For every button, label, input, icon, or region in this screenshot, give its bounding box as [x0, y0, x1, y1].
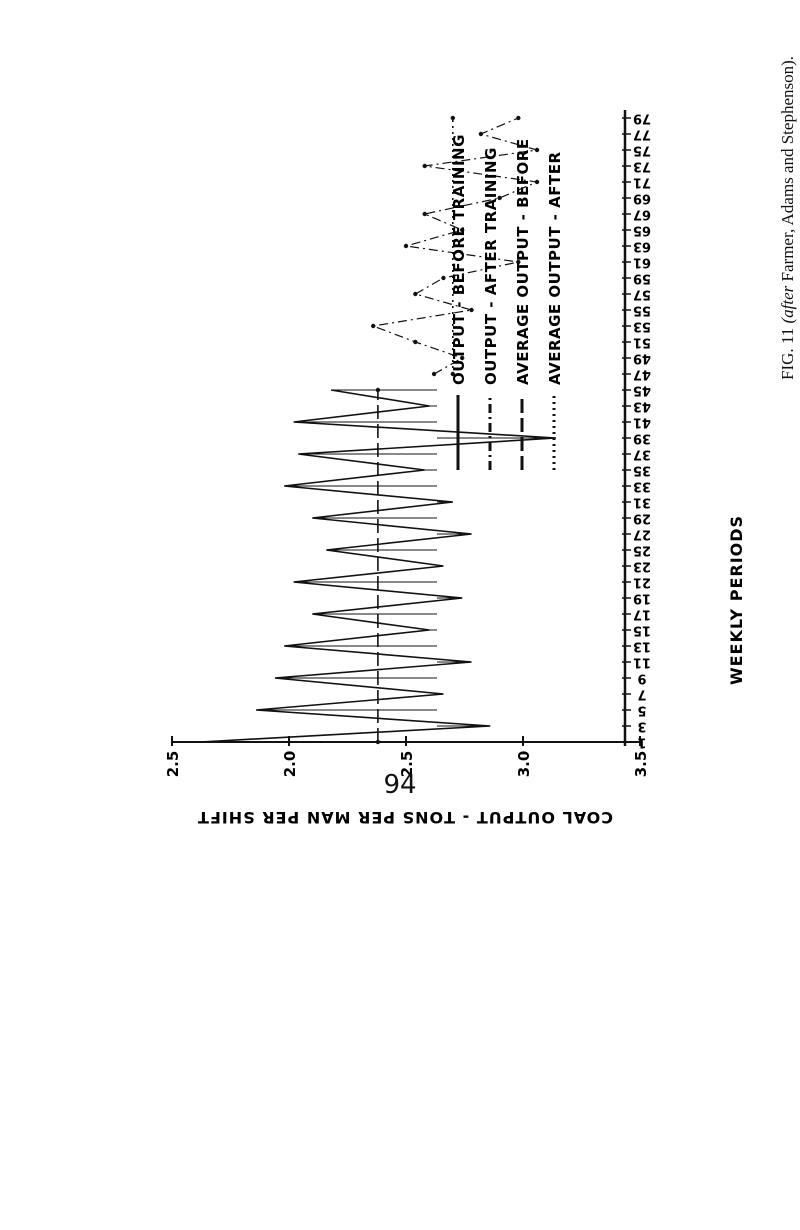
week-tick-label: 39 [632, 430, 652, 446]
data-point [469, 308, 473, 312]
figure-number: FIG. 11 [778, 327, 797, 380]
week-tick-label: 25 [632, 542, 652, 558]
data-point [376, 388, 380, 392]
data-point [441, 276, 445, 280]
data-point [404, 244, 408, 248]
data-point [516, 116, 520, 120]
week-tick-label: 69 [632, 190, 652, 206]
data-point [376, 740, 380, 744]
week-tick-label: 31 [632, 494, 652, 510]
output-tick-label: 2.5 [164, 750, 182, 778]
data-point [423, 212, 427, 216]
data-point [432, 372, 436, 376]
week-tick-label: 23 [632, 558, 652, 574]
week-tick-label: 79 [632, 110, 652, 126]
data-point [423, 164, 427, 168]
week-tick-label: 41 [632, 414, 652, 430]
data-point [535, 180, 539, 184]
week-tick-label: 15 [632, 622, 652, 638]
data-point [371, 324, 375, 328]
chart-axes [172, 110, 640, 746]
week-tick-label: 77 [632, 126, 652, 142]
week-tick-label: 65 [632, 222, 652, 238]
output-tick-label: 2.5 [398, 750, 416, 778]
week-tick-label: 3 [637, 718, 647, 734]
week-tick-label: 59 [632, 270, 652, 286]
week-tick-label: 11 [632, 654, 652, 670]
week-tick-label: 27 [632, 526, 652, 542]
data-point [413, 292, 417, 296]
data-point [451, 116, 455, 120]
legend-label: AVERAGE OUTPUT - AFTER [546, 151, 564, 385]
week-tick-label: 61 [632, 254, 652, 270]
week-tick-label: 55 [632, 302, 652, 318]
week-tick-label: 47 [632, 366, 652, 382]
chart-ticks [164, 111, 651, 778]
week-tick-label: 21 [632, 574, 652, 590]
week-tick-label: 49 [632, 350, 652, 366]
week-tick-label: 57 [632, 286, 652, 302]
week-tick-label: 67 [632, 206, 652, 222]
week-tick-label: 63 [632, 238, 652, 254]
week-tick-label: 13 [632, 638, 652, 654]
week-tick-label: 19 [632, 590, 652, 606]
week-tick-label: 75 [632, 142, 652, 158]
output-tick-label: 2.0 [281, 750, 299, 778]
week-tick-label: 7 [637, 686, 647, 702]
week-tick-label: 37 [632, 446, 652, 462]
week-tick-label: 51 [632, 334, 652, 350]
output-tick-label: 3.5 [632, 750, 650, 778]
data-point [479, 132, 483, 136]
chart-legend [450, 134, 564, 470]
week-tick-label: 45 [632, 382, 652, 398]
week-axis-title: WEEKLY PERIODS [727, 514, 746, 686]
week-tick-label: 1 [637, 734, 647, 750]
week-tick-label: 43 [632, 398, 652, 414]
caption-after: (after [778, 285, 797, 324]
week-tick-label: 9 [637, 670, 647, 686]
chart-series [200, 116, 556, 744]
data-point [413, 340, 417, 344]
legend-label: AVERAGE OUTPUT - BEFORE [514, 138, 532, 385]
figure-caption [778, 56, 798, 380]
caption-authors: Farmer, Adams and Stephenson). [778, 55, 797, 282]
page-number: 94 [383, 770, 417, 800]
week-tick-label: 35 [632, 462, 652, 478]
legend-label: OUTPUT - BEFORE TRAINING [450, 134, 468, 385]
output-axis-title: COAL OUTPUT - TONS PER MAN PER SHIFT [196, 808, 614, 827]
week-tick-label: 71 [632, 174, 652, 190]
week-tick-label: 17 [632, 606, 652, 622]
week-tick-label: 73 [632, 158, 652, 174]
data-point [535, 148, 539, 152]
week-tick-label: 29 [632, 510, 652, 526]
week-tick-label: 53 [632, 318, 652, 334]
week-tick-label: 33 [632, 478, 652, 494]
week-tick-label: 5 [637, 702, 647, 718]
output-tick-label: 3.0 [515, 750, 533, 778]
legend-label: OUTPUT - AFTER TRAINING [482, 147, 500, 385]
